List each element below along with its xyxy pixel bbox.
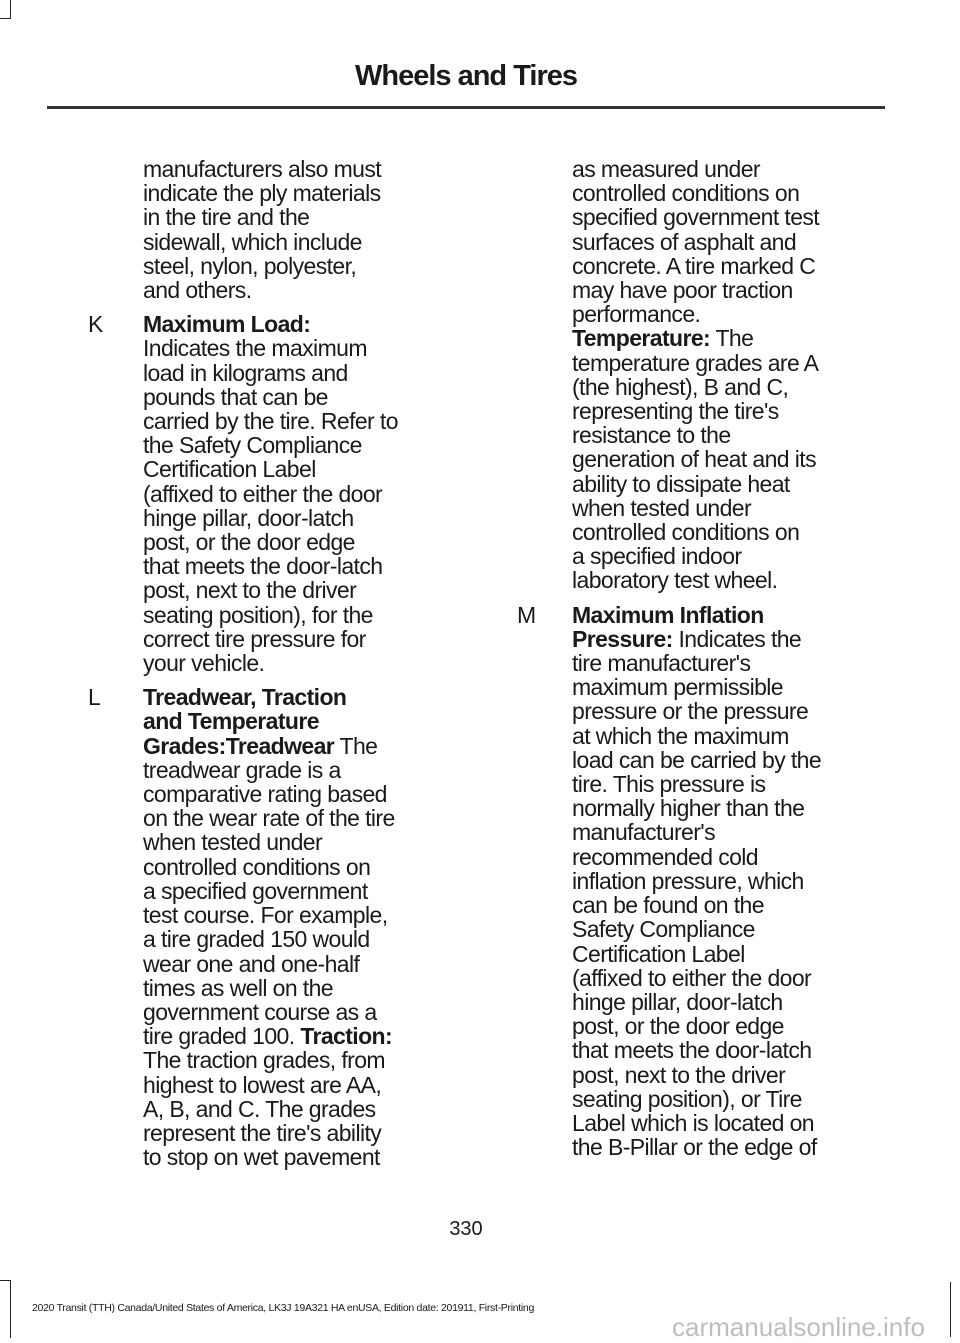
text-span: hinge pillar, door-latch [143, 504, 354, 531]
text-line [143, 651, 458, 675]
text-line [572, 1111, 887, 1135]
text-line [143, 734, 458, 758]
text-line [572, 627, 887, 651]
text-span: times as well on the [143, 974, 333, 1001]
text-span: (affixed to either the door [572, 964, 812, 991]
text-span: (affixed to either the door [143, 480, 383, 507]
text-line [572, 278, 887, 302]
term-label: Temperature: [572, 325, 711, 352]
text-line [572, 399, 887, 423]
text-line [143, 361, 458, 385]
term-label: Treadwear, Traction [143, 684, 347, 711]
text-span: test course. For example, [143, 902, 388, 929]
text-span: indicate the ply materials [143, 180, 381, 207]
text-line [572, 1014, 887, 1038]
text-line [143, 709, 458, 733]
crop-mark [0, 0, 11, 19]
text-line [143, 976, 458, 1000]
text-span: ability to dissipate heat [572, 470, 790, 497]
text-span: The traction grades, from [143, 1047, 385, 1074]
text-line [143, 758, 458, 782]
text-line [572, 675, 887, 699]
text-span: specified government test [572, 204, 820, 231]
text-line [143, 254, 458, 278]
text-span: representing the tire's [572, 398, 779, 425]
list-item [88, 157, 458, 302]
text-span: laboratory test wheel. [572, 567, 778, 594]
text-line [572, 772, 887, 796]
text-line [143, 457, 458, 481]
list-item [88, 685, 458, 1169]
list-item [88, 312, 458, 675]
text-span: normally higher than the [572, 795, 805, 822]
left-column [88, 157, 458, 1179]
text-line [572, 1063, 887, 1087]
text-span: Certification Label [143, 456, 316, 483]
text-line [143, 627, 458, 651]
text-line [572, 157, 887, 181]
text-span: load can be carried by the [572, 746, 822, 773]
term-label: and Temperature [143, 708, 319, 735]
text-span: The [710, 325, 754, 352]
text-line [572, 990, 887, 1014]
text-span: steel, nylon, polyester, [143, 252, 357, 279]
text-span: pounds that can be [143, 383, 328, 410]
text-line [143, 830, 458, 854]
text-line [143, 1000, 458, 1024]
text-line [143, 578, 458, 602]
term-label: Maximum Load: [143, 311, 311, 338]
text-span: wear one and one-half [143, 950, 360, 977]
text-span: surfaces of asphalt and [572, 228, 797, 255]
text-span: highest to lowest are AA, [143, 1071, 382, 1098]
text-line [572, 869, 887, 893]
text-span: comparative rating based [143, 781, 387, 808]
text-span: post, next to the driver [143, 577, 357, 604]
text-line [143, 433, 458, 457]
text-span: maximum permissible [572, 674, 783, 701]
term-label: Traction: [300, 1023, 393, 1050]
text-span: tire manufacturer's [572, 650, 751, 677]
text-span: tire. This pressure is [572, 771, 766, 798]
text-line [572, 1087, 887, 1111]
text-line [572, 1038, 887, 1062]
text-line [143, 855, 458, 879]
text-span: inflation pressure, which [572, 867, 804, 894]
text-span: A, B, and C. The grades [143, 1095, 376, 1122]
text-line [143, 230, 458, 254]
text-span: performance. [572, 301, 701, 328]
text-span: Indicates the [672, 625, 802, 652]
watermark: carmanualsonline.info [672, 1312, 925, 1342]
text-span: seating position), for the [143, 601, 373, 628]
header-divider [47, 106, 885, 109]
text-line [572, 724, 887, 748]
text-line [572, 423, 887, 447]
text-line [572, 181, 887, 205]
text-line [572, 205, 887, 229]
text-span: correct tire pressure for [143, 625, 366, 652]
term-label: Grades:Treadwear [143, 732, 335, 759]
text-line [143, 1121, 458, 1145]
text-span: manufacturer's [572, 819, 715, 846]
text-line [143, 554, 458, 578]
text-span: Indicates the maximum [143, 335, 367, 362]
text-line [143, 278, 458, 302]
text-span: may have poor traction [572, 277, 793, 304]
text-line [143, 181, 458, 205]
text-span: represent the tire's ability [143, 1119, 382, 1146]
text-line [143, 336, 458, 360]
text-line [572, 254, 887, 278]
text-span: Label which is located on [572, 1109, 814, 1136]
text-line [143, 952, 458, 976]
text-line [572, 351, 887, 375]
text-span: Certification Label [572, 940, 745, 967]
text-line [572, 568, 887, 592]
footer-edition-info: 2020 Transit (TTH) Canada/United States of America, LK3J 19A321 HA enUSA, Edition date: 201911, First-Printing [32, 1302, 535, 1314]
term-label: Maximum Inflation [572, 601, 764, 628]
text-span: when tested under [143, 829, 323, 856]
text-span: controlled conditions on [572, 180, 800, 207]
text-span: a specified indoor [572, 543, 742, 570]
text-span: controlled conditions on [143, 853, 371, 880]
text-line [572, 472, 887, 496]
text-line [572, 302, 887, 326]
text-line [143, 1048, 458, 1072]
text-span: the B-Pillar or the edge of [572, 1134, 817, 1161]
list-item [517, 603, 887, 1160]
text-line [143, 506, 458, 530]
text-line [143, 903, 458, 927]
text-span: on the wear rate of the tire [143, 805, 395, 832]
text-span: the Safety Compliance [143, 432, 362, 459]
item-letter: M [517, 601, 537, 628]
text-span: in the tire and the [143, 204, 310, 231]
text-span: at which the maximum [572, 722, 789, 749]
text-line [572, 230, 887, 254]
right-column [517, 157, 887, 1169]
text-span: generation of heat and its [572, 446, 816, 473]
text-span: recommended cold [572, 843, 759, 870]
text-span: resistance to the [572, 422, 731, 449]
text-line [572, 520, 887, 544]
text-span: a specified government [143, 877, 368, 904]
text-span: manufacturers also must [143, 156, 382, 182]
text-line [143, 312, 458, 336]
text-span: sidewall, which include [143, 228, 362, 255]
text-span: when tested under [572, 494, 752, 521]
text-span: to stop on wet pavement [143, 1144, 380, 1171]
text-span: government course as a [143, 998, 377, 1025]
text-line [143, 685, 458, 709]
text-span: temperature grades are A [572, 349, 819, 376]
text-line [143, 1024, 458, 1048]
text-span: and others. [143, 277, 252, 304]
text-span: post, or the door edge [143, 529, 355, 556]
text-line [572, 748, 887, 772]
item-letter: L [88, 684, 101, 711]
text-span: concrete. A tire marked C [572, 252, 816, 279]
text-line [143, 782, 458, 806]
text-line [143, 806, 458, 830]
text-span: load in kilograms and [143, 359, 348, 386]
text-line [572, 326, 887, 350]
text-span: tire graded 100. [143, 1023, 301, 1050]
text-line [143, 157, 458, 181]
text-span: your vehicle. [143, 650, 265, 677]
text-span: hinge pillar, door-latch [572, 988, 783, 1015]
page-title: Wheels and Tires [355, 60, 577, 92]
text-line [143, 205, 458, 229]
text-span: pressure or the pressure [572, 698, 809, 725]
text-line [143, 879, 458, 903]
text-span: treadwear grade is a [143, 756, 341, 783]
text-span: post, next to the driver [572, 1061, 786, 1088]
item-letter: K [88, 311, 104, 338]
text-span: The [334, 732, 378, 759]
crop-mark [0, 1280, 11, 1338]
text-line [572, 796, 887, 820]
text-span: Safety Compliance [572, 916, 755, 943]
text-line [572, 447, 887, 471]
text-line [572, 375, 887, 399]
text-line [572, 699, 887, 723]
text-line [572, 544, 887, 568]
text-line [143, 409, 458, 433]
text-line [572, 1135, 887, 1159]
text-span: that meets the door-latch [572, 1037, 812, 1064]
text-span: carried by the tire. Refer to [143, 408, 398, 435]
crop-mark [950, 1282, 960, 1337]
text-line [143, 482, 458, 506]
text-line [572, 942, 887, 966]
text-span: a tire graded 150 would [143, 926, 370, 953]
list-item [517, 157, 887, 593]
text-line [572, 820, 887, 844]
page-number: 330 [449, 1218, 483, 1240]
text-line [572, 893, 887, 917]
text-span: (the highest), B and C, [572, 373, 789, 400]
text-span: controlled conditions on [572, 519, 800, 546]
text-span: that meets the door-latch [143, 553, 383, 580]
text-span: post, or the door edge [572, 1013, 784, 1040]
text-span: seating position), or Tire [572, 1085, 802, 1112]
text-line [572, 651, 887, 675]
text-line [143, 1097, 458, 1121]
text-line [143, 1073, 458, 1097]
text-line [572, 966, 887, 990]
text-span: as measured under [572, 156, 760, 182]
text-span: can be found on the [572, 892, 764, 919]
text-line [572, 917, 887, 941]
text-line [143, 530, 458, 554]
text-line [143, 927, 458, 951]
text-line [572, 496, 887, 520]
text-line [572, 603, 887, 627]
text-line [143, 385, 458, 409]
text-line [572, 845, 887, 869]
term-label: Pressure: [572, 625, 673, 652]
text-line [143, 1145, 458, 1169]
text-line [143, 603, 458, 627]
